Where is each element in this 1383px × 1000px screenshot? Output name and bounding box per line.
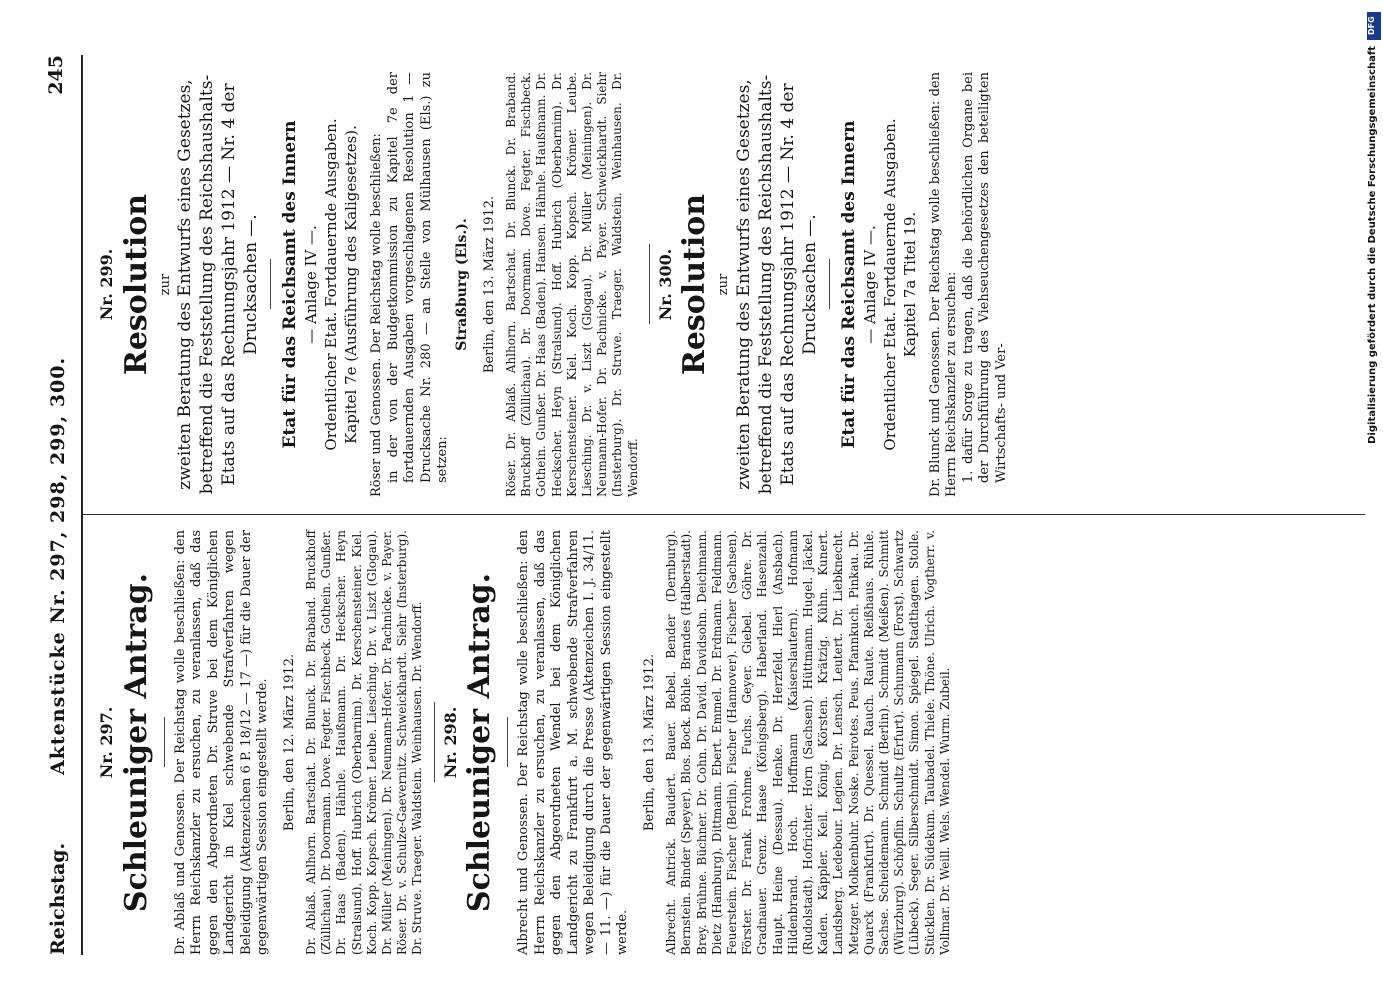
header-rule: [81, 55, 83, 955]
credit-text: Digitalisierung gefördert durch die Deutsche Forschungsgemeinschaft: [1367, 46, 1378, 444]
nr297-date: Berlin, den 12. März 1912.: [281, 653, 297, 832]
nr299-heading: Resolution: [118, 193, 154, 376]
nr299-title: zweiten Beratung des Entwurfs eines Gesetzes, betreffend die Feststellung des Reichshaushalts-Etats auf das Rechnungsjahr 1912 — Nr. 4 der Drucksachen —.: [175, 74, 261, 495]
nr300-intro: Dr. Blunck und Genossen. Der Reichstag wolle beschließen: den Herrn Reichskanzler zu ersuchen:: [927, 72, 960, 497]
divider: [434, 703, 435, 783]
nr297-heading: Schleuniger Antrag.: [118, 572, 154, 913]
right-column: [95, 72, 1365, 497]
nr298-number: Nr. 298.: [440, 706, 460, 779]
dfg-logo: DFG: [1367, 12, 1381, 40]
nr297-signers: Dr. Ablaß. Ahlhorn. Bartschat. Dr. Blunck. Dr. Braband. Bruckhoff (Züllichau). Dr. Doormann. Dove. Fegter. Fischbeck. Gothein. Gunßer. Dr. Haas (Baden). Hähnle. Haußmann. Dr. Heckscher. Heyn (Stralsund). Hoff. Hubrich (Oberbarnim). Dr. Kerschensteiner. Kiel. Koch. Kopp. Kopsch. Krömer. Leube. Liesching. Dr. v. Liszt (Glogau). Dr. Müller (Meiningen). Dr. Neumann-Hofer. Dr. Pachnicke. v. Payer. Röser. Dr. v. Schulze-Gaevernitz. Schweickhardt. Siehr (Insterburg). Dr. Struve. Traeger. Waldstein. Weinhausen. Dr. Wendorff.: [304, 529, 425, 955]
page-number: 245: [45, 55, 67, 95]
nr300-item1: 1. dafür Sorge zu tragen, daß die behördlichen Organe bei der Durchführung des Viehseuchengesetzes den beteiligten Wirtschafts- und Ver-: [960, 72, 1009, 483]
nr299-body: in der von der Budgetkommission zu Kapitel 7e der fortdauernden Ausgaben vorgeschlagenen Resolution 1 — Drucksache Nr. 280 — an Stelle von Mülhausen (Els.) zu setzen:: [385, 72, 450, 483]
divider: [164, 718, 165, 768]
divider: [829, 260, 830, 310]
nr300-number: Nr. 300.: [655, 248, 675, 321]
digitization-credit: [1367, 12, 1383, 444]
nr297-body: Dr. Ablaß und Genossen. Der Reichstag wolle beschließen: den Herrn Reichskanzler zu ersuchen, zu veranlassen, daß das gegen den Abgeordneten Dr. Struve bei dem Königlichen Landgericht in Kiel schwebende Strafverfahren wegen Beleidigung (Aktenzeichen 6 P. 18/12 — 17 —) für die Dauer der gegenwärtigen Session eingestellt werde.: [172, 530, 270, 955]
nr299-signers: Röser. Dr. Ablaß. Ahlhorn. Bartschat. Dr. Blunck. Dr. Braband. Bruckhoff (Züllichau). Dr. Doormann. Dove. Fegter. Fischbeck. Gothein. Gunßer. Dr. Haas (Baden). Hansen. Hähnle. Haußmann. Dr. Heckscher. Heyn (Stralsund). Hoff. Hubrich (Oberbarnim). Dr. Kerschensteiner. Kiel. Koch. Kopp. Kopsch. Krömer. Leube. Liesching. Dr. v. Liszt (Glogau). Dr. Müller (Meiningen). Dr. Neumann-Hofer. Dr. Pachnicke. v. Payer. Schweickhardt. Siehr (Insterburg). Dr. Struve. Traeger. Waldstein. Weinhausen. Dr. Wendorff.: [504, 72, 640, 497]
rotated-page-content: [35, 55, 1365, 955]
nr300-etat: Etat für das Reichsamt des Innern: [838, 120, 859, 449]
header-center: Aktenstücke Nr. 297, 298, 299, 300.: [47, 356, 69, 775]
divider: [270, 260, 271, 310]
nr299-date: Berlin, den 13. März 1912.: [481, 195, 497, 374]
nr299-zur: zur: [157, 273, 173, 296]
nr300-title: zweiten Beratung des Entwurfs eines Gesetzes, betreffend die Feststellung des Reichshaushalts-Etats auf das Rechnungsjahr 1912 — Nr. 4 der Drucksachen —.: [733, 74, 820, 495]
nr299-ausgaben: Ordentlicher Etat. Fortdauernde Ausgaben.: [322, 118, 340, 451]
nr300-kapitel: Kapitel 7a Titel 19.: [900, 211, 919, 358]
nr299-etat: Etat für das Reichsamt des Innern: [280, 120, 300, 449]
nr299-number: Nr. 299.: [97, 248, 116, 321]
nr299-intro: Röser und Genossen. Der Reichstag wolle beschließen:: [369, 133, 384, 497]
nr299-place: Straßburg (Els.).: [453, 218, 470, 351]
divider: [507, 718, 508, 768]
nr300-heading: Resolution: [677, 193, 713, 376]
column-divider: [83, 514, 1365, 515]
nr299-anlage: — Anlage IV —.: [302, 225, 320, 344]
running-header: [35, 55, 83, 955]
nr298-heading: Schleuniger Antrag.: [462, 572, 498, 913]
nr300-ausgaben: Ordentlicher Etat. Fortdauernde Ausgaben.: [880, 118, 899, 451]
nr299-kapitel: Kapitel 7e (Ausführung des Kaligesetzes).: [342, 125, 360, 444]
divider: [649, 245, 650, 325]
nr298-body: Albrecht und Genossen. Der Reichstag wolle beschließen: den Herrn Reichskanzler zu ersuchen, zu veranlassen, daß das gegen den Abgeordneten Wendel bei dem Königlichen Landgericht zu Frankfurt a. M. schwebende Strafverfahren wegen Beleidigung durch die Presse (Aktenzeichen I. J. 34/11. — 11. —) für die Dauer der gegenwärtigen Session eingestellt werde.: [516, 530, 631, 955]
nr298-signers: Albrecht. Antrick. Baudert. Bauer. Bebel. Bender (Dernburg). Bernstein. Binder (Speyer). Blos. Bock. Böhle. Brandes (Halberstadt). Brey. Brühne. Büchner. Dr. Cohn. Dr. David. Davidsohn. Deichmann. Dietz (Hamburg). Dittmann. Ebert. Emmel. Dr. Erdmann. Feldmann. Feuerstein. Fischer (Berlin). Fischer (Hannover). Fischer (Sachsen). Förster. Dr. Frank. Frohme. Fuchs. Geyer. Giebel. Göhre. Dr. Gradnauer. Grenz. Haase (Königsberg). Haberland. Hasenzahl. Haupt. Heine (Dessau). Henke. Dr. Herzfeld. Hierl (Ansbach). Hildenbrand. Hoch. Hoffmann (Kaiserslautern). Hofmann (Rudolstadt). Hofrichter. Horn (Sachsen). Hüttmann. Hugel. Jäckel. Kaden. Käppler. Keil. König. Körsten. Krätzig. Kühn. Kunert. Landsberg. Ledebour. Legien. Dr. Lensch. Leutert. Dr. Liebknecht. Metzger. Molkenbuhr. Noske. Peirotes. Peus. Pfannkuch. Pinkau. Dr. Quarck (Frankfurt). Dr. Quessel. Rauch. Raute. Reißhaus. Rühle. Sachse. Scheidemann. Schmidt (Berlin). Schmidt (Meißen). Schmitt (Würzburg). Schöpflin. Schultz (Erfurt). Schumann (Forst). Schwartz (Lübeck). Seger. Silberschmidt. Simon. Spiegel. Stadthagen. Stolle. Stücklen. Dr. Südekum. Taubadel. Thiele. Thöne. Ulrich. Vogtherr. v. Vollmar. Dr. Weill. Wels. Wendel. Wurm. Zubeil.: [664, 530, 952, 955]
nr297-number: Nr. 297.: [97, 706, 116, 779]
nr300-anlage: — Anlage IV —.: [860, 225, 879, 344]
header-left: Reichstag.: [47, 842, 69, 955]
nr300-zur: zur: [716, 273, 732, 296]
left-column: [95, 530, 1365, 955]
nr298-date: Berlin, den 13. März 1912.: [641, 653, 657, 832]
